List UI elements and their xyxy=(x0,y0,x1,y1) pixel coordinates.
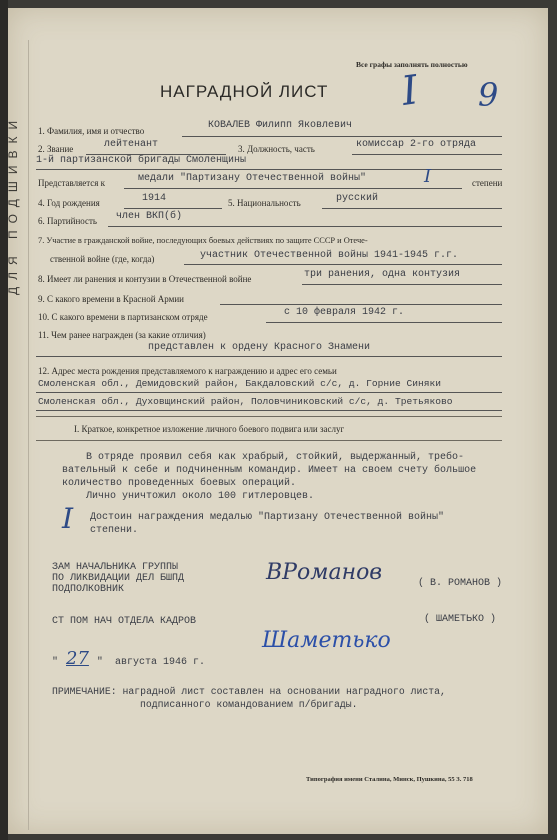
field-1-value: КОВАЛЕВ Филипп Яковлевич xyxy=(208,120,353,131)
conclusion-line-2: степени. xyxy=(90,525,139,536)
field-8-label: 8. Имеет ли ранения и контузии в Отечественной войне xyxy=(38,274,252,284)
sig1-name: ( В. РОМАНОВ ) xyxy=(418,578,503,589)
date-day: 27 xyxy=(66,648,89,669)
field-2-label: 2. Звание xyxy=(38,144,74,154)
sig2-name: ( ШАМЕТЬКО ) xyxy=(424,614,497,625)
presented-suffix: степени xyxy=(472,178,503,188)
field-6-value: член ВКП(б) xyxy=(116,211,183,222)
sig1-title-line2: ПО ЛИКВИДАЦИИ ДЕЛ БШПД xyxy=(52,573,185,584)
narrative-line-4: Лично уничтожил около 100 гитлеровцев. xyxy=(86,491,315,502)
field-1-label: 1. Фамилия, имя и отчество xyxy=(38,126,145,136)
field-7-label-line2: ственной войне (где, когда) xyxy=(50,254,155,264)
field-3-value: комиссар 2-го отряда xyxy=(356,139,477,150)
field-12-label: 12. Адрес места рождения представляемого к награждению и адрес его семьи xyxy=(38,366,337,376)
field-4-label: 4. Год рождения xyxy=(38,198,100,208)
corner-mark-roman: I xyxy=(398,67,421,115)
page-title: НАГРАДНОЙ ЛИСТ xyxy=(160,82,329,101)
sig2-signature: Шаметько xyxy=(262,628,391,653)
field-9-label: 9. С какого времени в Красной Армии xyxy=(38,294,184,304)
sig1-title-line1: ЗАМ НАЧАЛЬНИКА ГРУППЫ xyxy=(52,562,179,573)
presented-degree: I xyxy=(424,166,432,187)
margin-fold-line xyxy=(28,40,29,830)
narrative-line-2: вательный к себе и подчиненным командир. Имеет на своем счету большое xyxy=(62,465,477,476)
conclusion-line-1: Достоин награждения медалью "Партизану Отечественной войны" xyxy=(90,512,445,523)
date-quote-open: " xyxy=(52,657,59,668)
field-11-label: 11. Чем ранее награжден (за какие отличия) xyxy=(38,330,206,340)
field-5-value: русский xyxy=(336,193,379,204)
header-note: Все графы заполнять полностью xyxy=(356,60,468,69)
field-11-value: представлен к ордену Красного Знамени xyxy=(148,342,371,353)
field-7-value: участник Отечественной войны 1941-1945 г.г. xyxy=(200,250,459,261)
sig1-title-line3: ПОДПОЛКОВНИК xyxy=(52,584,125,595)
field-3-value-line2: 1-й партизанской бригады Смоленщины xyxy=(36,155,247,166)
date-rest: августа 1946 г. xyxy=(114,657,205,668)
narrative-line-1: В отряде проявил себя как храбрый, стойкий, выдержанный, требо- xyxy=(86,452,465,463)
corner-mark-number: 9 xyxy=(478,76,499,114)
narrative-line-3: количество проведенных боевых операций. xyxy=(62,478,297,489)
conclusion-mark: I xyxy=(62,502,74,535)
field-8-value: три ранения, одна контузия xyxy=(304,269,461,280)
sig2-title: СТ ПОМ НАЧ ОТДЕЛА КАДРОВ xyxy=(52,616,197,627)
sig1-signature: ВРоманов xyxy=(266,560,383,585)
date-quote-close: " xyxy=(96,657,103,668)
field-12-value-line2: Смоленская обл., Духовщинский район, Половчиниковский с/с, д. Третьяково xyxy=(38,396,453,407)
field-2-value: лейтенант xyxy=(104,139,159,150)
field-7-label-line1: 7. Участие в гражданской войне, последующих боевых действиях по защите СССР и Отече- xyxy=(38,236,368,245)
presented-label: Представляется к xyxy=(38,178,106,188)
field-5-label: 5. Национальность xyxy=(228,198,301,208)
date-line xyxy=(52,648,205,669)
field-4-value: 1914 xyxy=(142,193,167,204)
field-6-label: 6. Партийность xyxy=(38,216,98,226)
presented-value: медали "Партизану Отечественной войны" xyxy=(138,173,367,184)
note-line-2: подписанного командованием п/бригады. xyxy=(140,699,358,710)
field-12-value-line1: Смоленская обл., Демидовский район, Бакдаловский с/с, д. Горние Синяки xyxy=(38,378,442,389)
field-10-label: 10. С какого времени в партизанском отряде xyxy=(38,312,208,322)
field-3-label: 3. Должность, часть xyxy=(238,144,315,154)
section-heading: I. Краткое, конкретное изложение личного боевого подвига или заслуг xyxy=(74,424,345,434)
printer-footer: Типография имени Сталина, Минск, Пушкина, 55 З. 718 xyxy=(306,776,473,783)
field-10-value: с 10 февраля 1942 г. xyxy=(284,307,405,318)
side-binding-text: ДЛЯ ПОДШИВКИ xyxy=(6,113,20,295)
note-line-1: ПРИМЕЧАНИЕ: наградной лист составлен на основании наградного листа, xyxy=(52,686,446,697)
